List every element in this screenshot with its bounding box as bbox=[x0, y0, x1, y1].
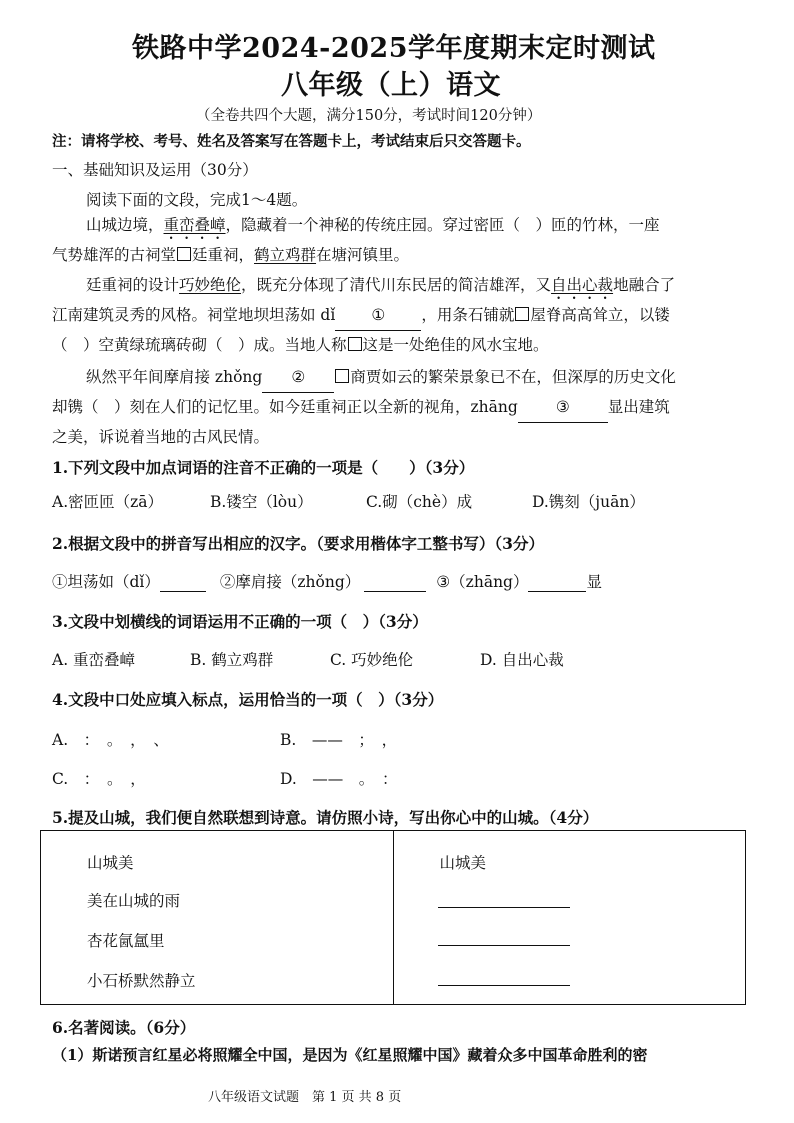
page-footer: 八年级语文试题 第 1 页 共 8 页 bbox=[208, 1090, 402, 1105]
punct-box bbox=[177, 247, 191, 261]
q1-option-b[interactable]: B.镂空（lòu） bbox=[210, 493, 313, 511]
poem-answer-title: 山城美 bbox=[439, 854, 487, 872]
passage-line-2: 气势雄浑的古祠堂 廷重祠，鹤立鸡群在塘河镇里。 bbox=[52, 246, 410, 264]
passage-line-1: 山城边境，重峦叠嶂，隐藏着一个神秘的传统庄园。穿过密匝（ ）匝的竹林，一座 bbox=[86, 216, 660, 234]
q4-option-c[interactable]: C. ： 。 ， bbox=[52, 770, 146, 788]
blank-1[interactable]: ① bbox=[335, 300, 421, 331]
question-5: 5.提及山城，我们便自然联想到诗意。请仿照小诗，写出你心中的山城。（4分） bbox=[52, 808, 599, 827]
q2-blank-2[interactable] bbox=[364, 573, 426, 592]
blank-2[interactable]: ② bbox=[262, 362, 334, 393]
poem-line-3: 杏花氤氲里 bbox=[87, 932, 165, 950]
q2-items: ①坦荡如（dǐ） ②摩肩接（zhǒng） ③（zhāng） 显 bbox=[52, 573, 602, 591]
q1-option-a[interactable]: A.密匝匝（zā） bbox=[52, 493, 164, 511]
exam-title: 铁路中学2024-2025学年度期末定时测试 bbox=[132, 33, 656, 64]
poem-table bbox=[40, 830, 746, 1005]
passage-line-3: 廷重祠的设计巧妙绝伦，既充分体现了清代川东民居的简洁雄浑，又自出心裁地融合了 bbox=[86, 276, 676, 294]
passage-line-5: （ ）空黄绿琉璃砖砌（ ）成。当地人称 这是一处绝佳的风水宝地。 bbox=[52, 336, 549, 354]
question-4: 4.文段中口处应填入标点，运用恰当的一项（ ）（3分） bbox=[52, 690, 444, 709]
question-2: 2.根据文段中的拼音写出相应的汉字。（要求用楷体字工整书写）（3分） bbox=[52, 534, 544, 553]
poem-line-1: 山城美 bbox=[87, 854, 134, 872]
q1-option-c[interactable]: C.砌（chè）成 bbox=[366, 493, 473, 511]
question-1: 1.下列文段中加点词语的注音不正确的一项是（ ）（3分） bbox=[52, 458, 475, 477]
question-3: 3.文段中划横线的词语运用不正确的一项（ ）（3分） bbox=[52, 612, 428, 631]
exam-info: （全卷共四个大题，满分150分，考试时间120分钟） bbox=[196, 108, 542, 124]
poem-example-cell bbox=[41, 831, 394, 1005]
passage-line-4: 江南建筑灵秀的风格。祠堂地坝坦荡如 dǐ ① ，用条石铺就 屋脊高高耸立，以镂 bbox=[52, 300, 670, 331]
exam-notice: 注：请将学校、考号、姓名及答案写在答题卡上，考试结束后只交答题卡。 bbox=[52, 133, 531, 150]
poem-answer-line-1[interactable] bbox=[438, 907, 570, 908]
q2-blank-3[interactable] bbox=[528, 573, 586, 592]
q2-blank-1[interactable] bbox=[160, 573, 206, 592]
q1-option-d[interactable]: D.镌刻（juān） bbox=[532, 493, 645, 511]
q3-option-a[interactable]: A. 重峦叠嶂 bbox=[52, 651, 136, 669]
exam-subtitle: 八年级（上）语文 bbox=[281, 70, 501, 101]
poem-answer-line-3[interactable] bbox=[438, 985, 570, 986]
q6-item-1: （1）斯诺预言红星必将照耀全中国，是因为《红星照耀中国》藏着众多中国革命胜利的密 bbox=[52, 1046, 648, 1064]
q4-option-d[interactable]: D. —— 。 ： bbox=[280, 770, 398, 788]
section-heading: 一、基础知识及运用（30分） bbox=[52, 161, 258, 179]
poem-line-4: 小石桥默然静立 bbox=[87, 972, 196, 990]
punct-box bbox=[515, 307, 529, 321]
poem-answer-cell bbox=[393, 831, 746, 1005]
q3-option-c[interactable]: C. 巧妙绝伦 bbox=[330, 651, 414, 669]
poem-line-2: 美在山城的雨 bbox=[87, 892, 181, 910]
punct-box bbox=[335, 369, 349, 383]
passage-line-7: 却镌（ ）刻在人们的记忆里。如今廷重祠正以全新的视角，zhāng ③ 显出建筑 bbox=[52, 392, 670, 423]
poem-answer-line-2[interactable] bbox=[438, 945, 570, 946]
q3-option-d[interactable]: D. 自出心裁 bbox=[480, 651, 564, 669]
blank-3[interactable]: ③ bbox=[518, 392, 608, 423]
punct-box bbox=[348, 337, 362, 351]
q4-option-b[interactable]: B. —— ； ， bbox=[280, 731, 398, 749]
reading-intro: 阅读下面的文段，完成1～4题。 bbox=[86, 191, 308, 209]
passage-line-6: 纵然平年间摩肩接 zhǒng ② 商贾如云的繁荣景象已不在，但深厚的历史文化 bbox=[86, 362, 676, 393]
passage-line-8: 之美，诉说着当地的古风民情。 bbox=[52, 428, 270, 446]
q4-option-a[interactable]: A. ： 。 ， 、 bbox=[52, 731, 169, 749]
q3-option-b[interactable]: B. 鹤立鸡群 bbox=[190, 651, 274, 669]
question-6: 6.名著阅读。（6分） bbox=[52, 1018, 196, 1037]
